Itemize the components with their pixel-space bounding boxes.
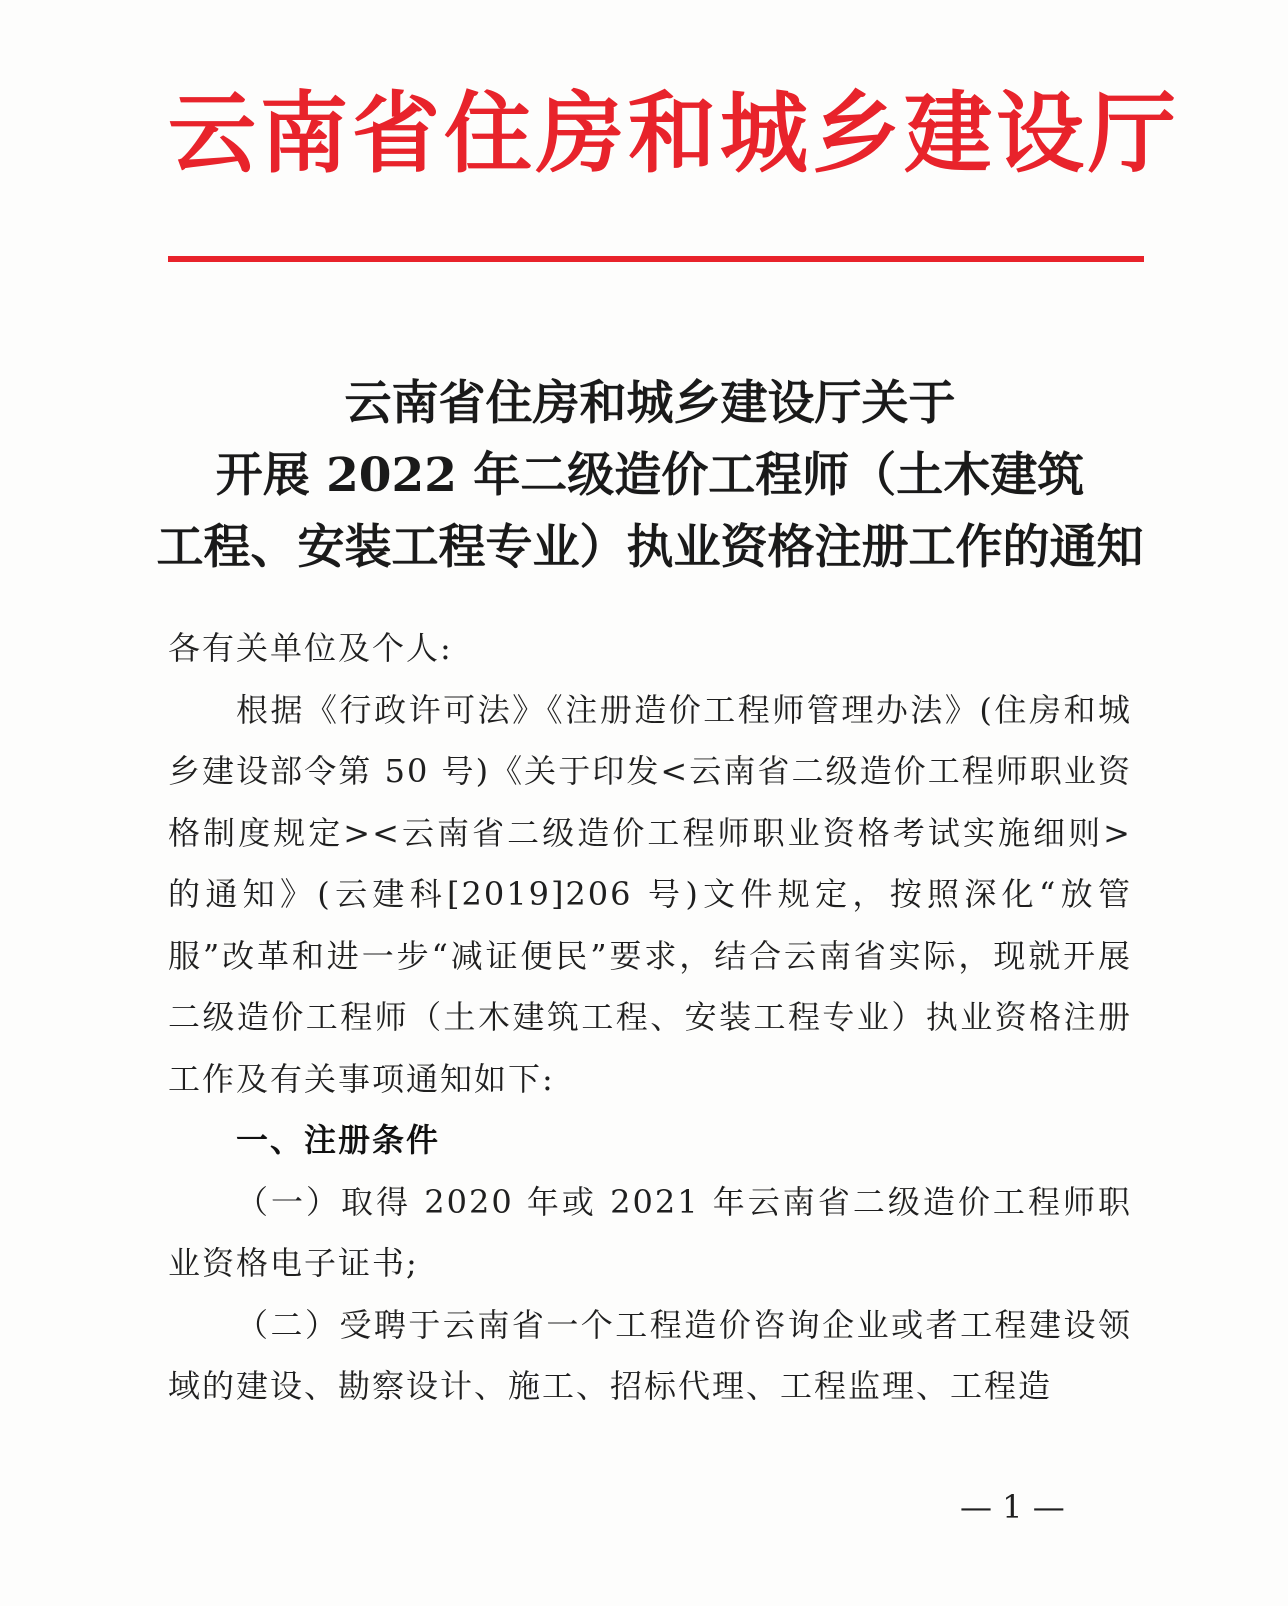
red-separator-rule [168,256,1144,262]
intro-paragraph: 根据《行政许可法》《注册造价工程师管理办法》(住房和城乡建设部令第 50 号)《关于印发<云南省二级造价工程师职业资格制度规定><云南省二级造价工程师职业资格考试实施细则>的通知》(云建科[2019]206 号)文件规定，按照深化“放管服”改革和进一步“减证便民”要求，结合云南省实际，现就开展二级造价工程师（土木建筑工程、安装工程专业）执业资格注册工作及有关事项通知如下: [168,690,1132,1098]
title-line-1: 云南省住房和城乡建设厅关于 [344,376,956,431]
page-number: — 1 — [960,1488,1065,1526]
issuer-masthead: 云南省住房和城乡建设厅 [168,81,1181,185]
salutation: 各有关单位及个人: [168,629,453,667]
document-title [150,368,1150,584]
document-body [168,618,1132,1418]
condition-item-1: （一）取得 2020 年或 2021 年云南省二级造价工程师职业资格电子证书; [168,1182,1132,1282]
title-line-3: 工程、安装工程专业）执业资格注册工作的通知 [156,520,1144,575]
condition-item-2: （二）受聘于云南省一个工程造价咨询企业或者工程建设领域的建设、勘察设计、施工、招标代理、工程监理、工程造 [168,1305,1132,1405]
title-line-2: 开展 2022 年二级造价工程师（土木建筑 [215,448,1085,503]
section-heading-registration-conditions: 一、注册条件 [236,1121,441,1159]
